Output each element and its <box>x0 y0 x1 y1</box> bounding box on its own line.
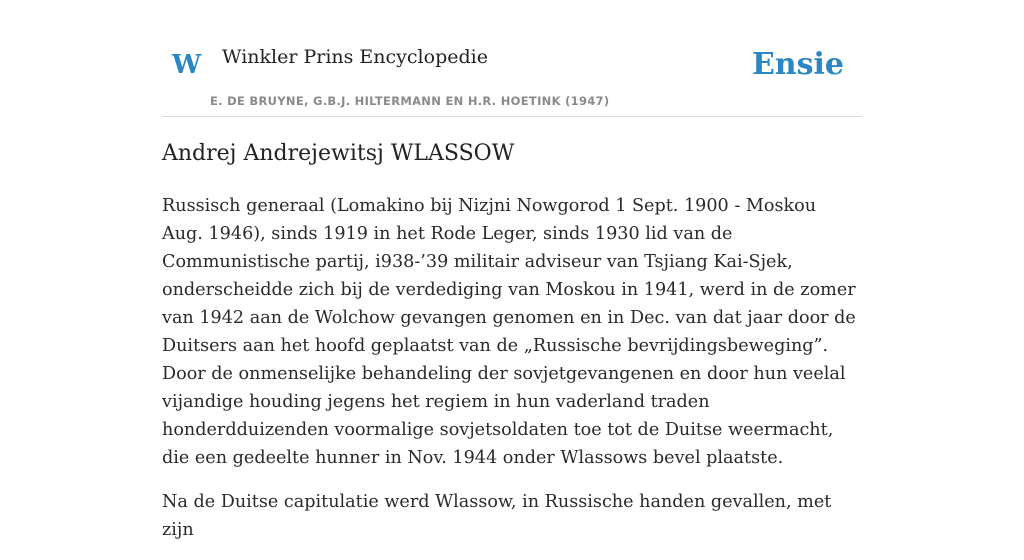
article-title: Andrej Andrejewitsj WLASSOW <box>162 141 515 166</box>
ensie-logo[interactable]: Ensie <box>751 47 844 82</box>
article-body <box>162 192 862 560</box>
article-paragraph: Na de Duitse capitulatie werd Wlassow, in Russische handen gevallen, met zijn <box>162 492 832 540</box>
article-paragraph: Russisch generaal (Lomakino bij Nizjni Nowgorod 1 Sept. 1900 - Moskou Aug. 1946), sinds 1919 in het Rode Leger, sinds 1930 lid van de Communistische partij, i938-’39 militair adviseur van Tsjiang Kai-Sjek, onderscheidde zich bij de verdediging van Moskou in 1941, werd in de zomer van 1942 aan de Wolchow gevangen genomen en in Dec. van dat jaar door de Duitsers aan het hoofd geplaatst van de „Russische bevrijdingsbeweging”. Door de onmenselijke behandeling der sovjetgevangenen en door hun veelal vijandige houding jegens het regiem in hun vaderland traden honderdduizenden voormalige sovjetsoldaten toe tot de Duitse weermacht, die een gedeelte hunner in Nov. 1944 onder Wlassows bevel plaatste. <box>162 196 856 468</box>
source-authors: E. DE BRUYNE, G.B.J. HILTERMANN EN H.R. HOETINK (1947) <box>210 94 610 108</box>
source-title[interactable]: Winkler Prins Encyclopedie <box>222 46 488 68</box>
page <box>162 0 862 540</box>
winkler-prins-logo[interactable]: W <box>172 50 202 80</box>
source-header <box>162 0 862 117</box>
